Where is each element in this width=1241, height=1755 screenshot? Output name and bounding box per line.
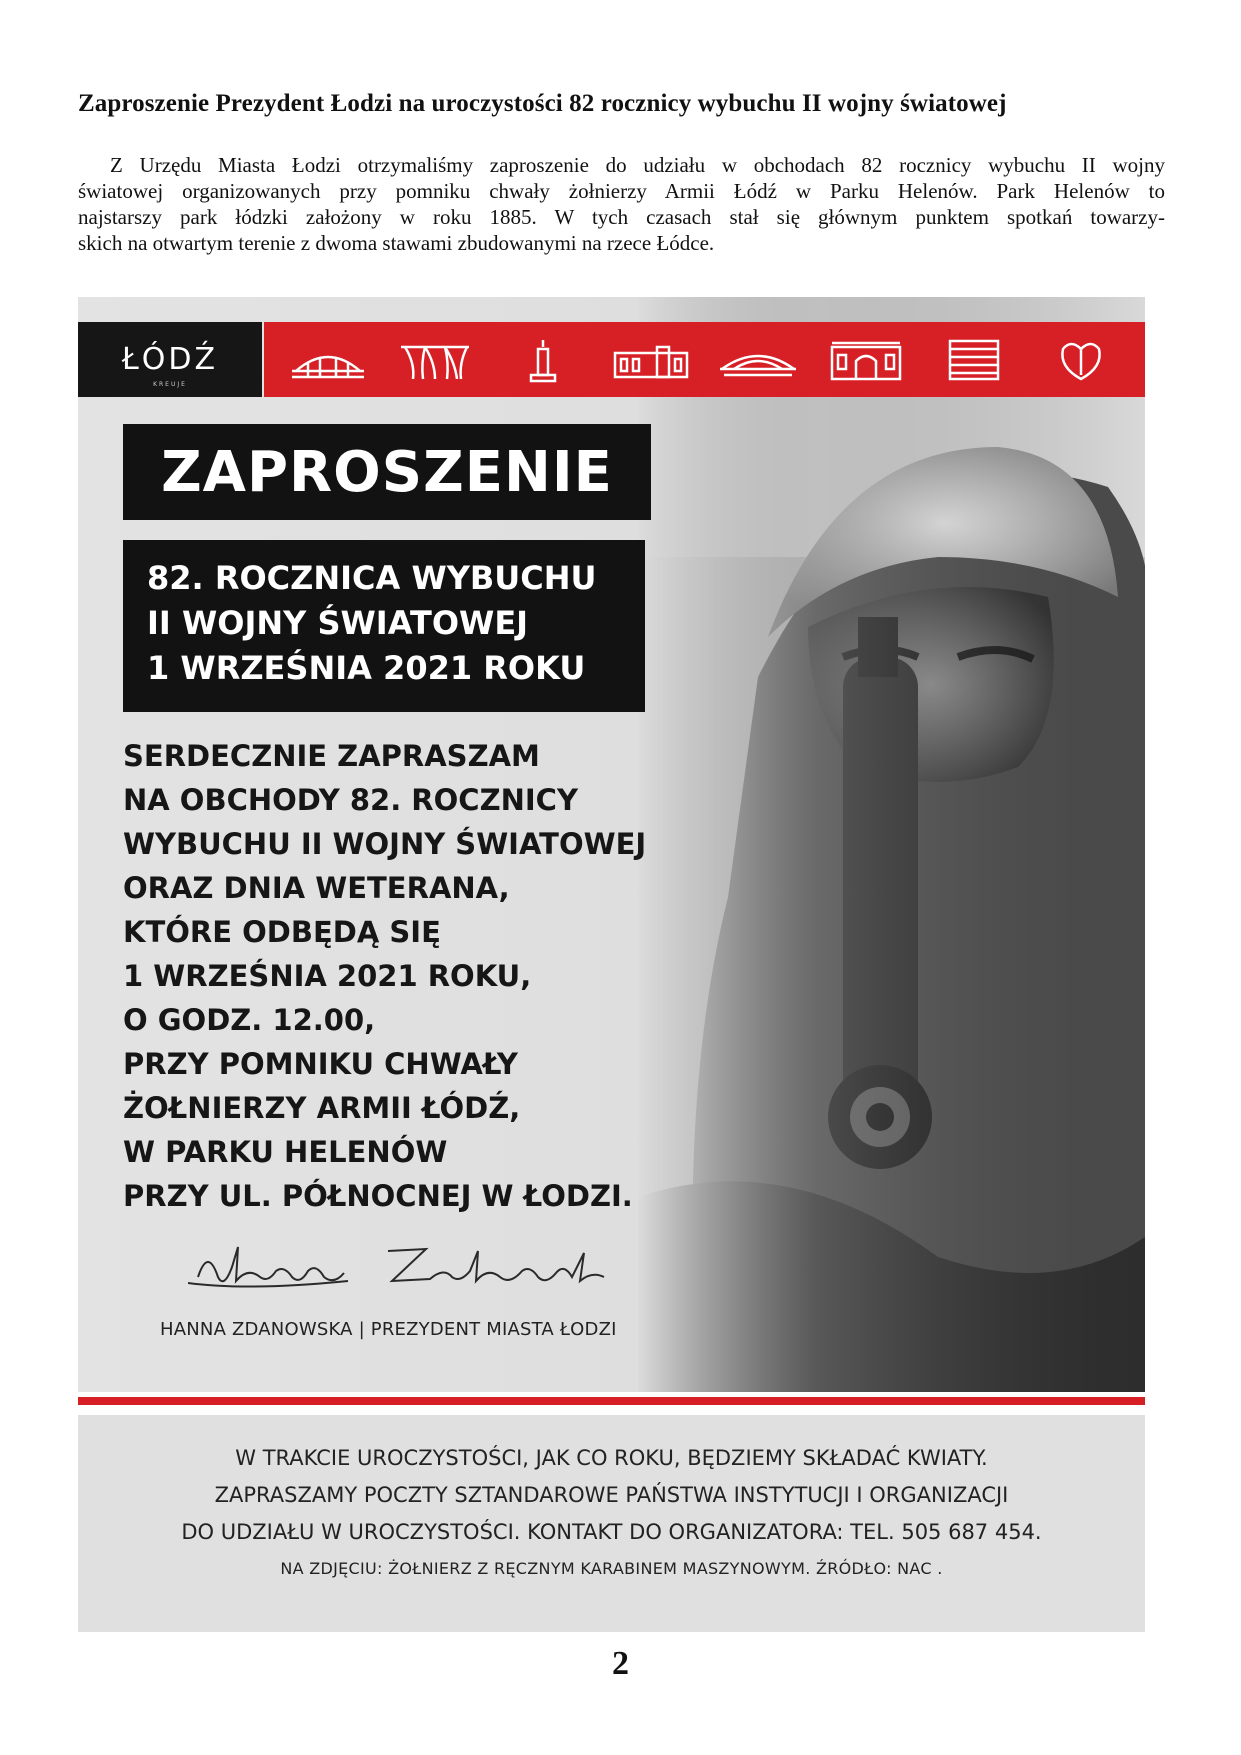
train-station-icon (287, 337, 369, 383)
logo-subtext: KREUJE (153, 381, 187, 388)
heart-leaf-icon (1040, 337, 1122, 383)
ceremony-info (78, 1440, 1145, 1551)
intro-line: najstarszy park łódzki założony w roku 1885. W tych czasach stał się głównym punktem spotkań towarzy- (78, 205, 1165, 229)
signer-name: HANNA ZDANOWSKA | PREZYDENT MIASTA ŁODZI (160, 1319, 617, 1340)
monument-icon (502, 337, 584, 383)
body-line: SERDECZNIE ZAPRASZAM (123, 739, 540, 773)
body-line: PRZY POMNIKU CHWAŁY (123, 1047, 518, 1081)
body-line: KTÓRE ODBĘDĄ SIĘ (123, 915, 441, 949)
red-divider (78, 1397, 1145, 1405)
arches-icon (394, 337, 476, 383)
subtitle-line: 1 WRZEŚNIA 2021 ROKU (147, 649, 586, 687)
subtitle-line: 82. ROCZNICA WYBUCHU (147, 559, 597, 597)
logo-text: ŁÓDŹ (121, 342, 219, 377)
factory-icon (610, 337, 692, 383)
poster-subtitle (123, 540, 645, 712)
stacked-building-icon (933, 337, 1015, 383)
body-line: W PARKU HELENÓW (123, 1135, 448, 1169)
info-band (78, 1415, 1145, 1632)
invitation-poster (78, 297, 1145, 1392)
intro-line: światowej organizowanych przy pomniku chwały żołnierzy Armii Łódź w Parku Helenów. Park Helenów to (78, 179, 1165, 203)
body-line: ŻOŁNIERZY ARMII ŁÓDŹ, (123, 1091, 521, 1125)
soldier-photo (638, 297, 1145, 1392)
poster-title: ZAPROSZENIE (123, 424, 651, 520)
gate-building-icon (825, 337, 907, 383)
info-line: DO UDZIAŁU W UROCZYSTOŚCI. KONTAKT DO ORGANIZATORA: TEL. 505 687 454. (181, 1520, 1042, 1544)
body-line: NA OBCHODY 82. ROCZNICY (123, 783, 578, 817)
lodz-logo (78, 322, 262, 397)
info-line: W TRAKCIE UROCZYSTOŚCI, JAK CO ROKU, BĘDZIEMY SKŁADAĆ KWIATY. (235, 1446, 988, 1470)
body-line: O GODZ. 12.00, (123, 1003, 376, 1037)
invitation-body (123, 734, 683, 1218)
intro-line: skich na otwartym terenie z dwoma stawami zbudowanymi na rzece Łódce. (78, 231, 715, 255)
body-line: WYBUCHU II WOJNY ŚWIATOWEJ (123, 827, 647, 861)
page-title: Zaproszenie Prezydent Łodzi na uroczystości 82 rocznicy wybuchu II wojny światowej (78, 90, 1007, 117)
subtitle-line: II WOJNY ŚWIATOWEJ (147, 604, 529, 642)
landmark-icons-bar (264, 322, 1145, 397)
body-line: 1 WRZEŚNIA 2021 ROKU, (123, 959, 532, 993)
intro-paragraph (78, 152, 1165, 256)
photo-credit: NA ZDJĘCIU: ŻOŁNIERZ Z RĘCZNYM KARABINEM MASZYNOWYM. ŹRÓDŁO: NAC . (280, 1559, 943, 1578)
body-line: PRZY UL. PÓŁNOCNEJ W ŁODZI. (123, 1179, 633, 1213)
handwritten-signature (188, 1237, 618, 1297)
arena-icon (717, 337, 799, 383)
info-line: ZAPRASZAMY POCZTY SZTANDAROWE PAŃSTWA INSTYTUCJI I ORGANIZACJI (214, 1483, 1009, 1507)
body-line: ORAZ DNIA WETERANA, (123, 871, 510, 905)
intro-line: Z Urzędu Miasta Łodzi otrzymaliśmy zaproszenie do udziału w obchodach 82 rocznicy wybuchu II wojny (110, 153, 1165, 177)
page-number: 2 (612, 1645, 629, 1682)
